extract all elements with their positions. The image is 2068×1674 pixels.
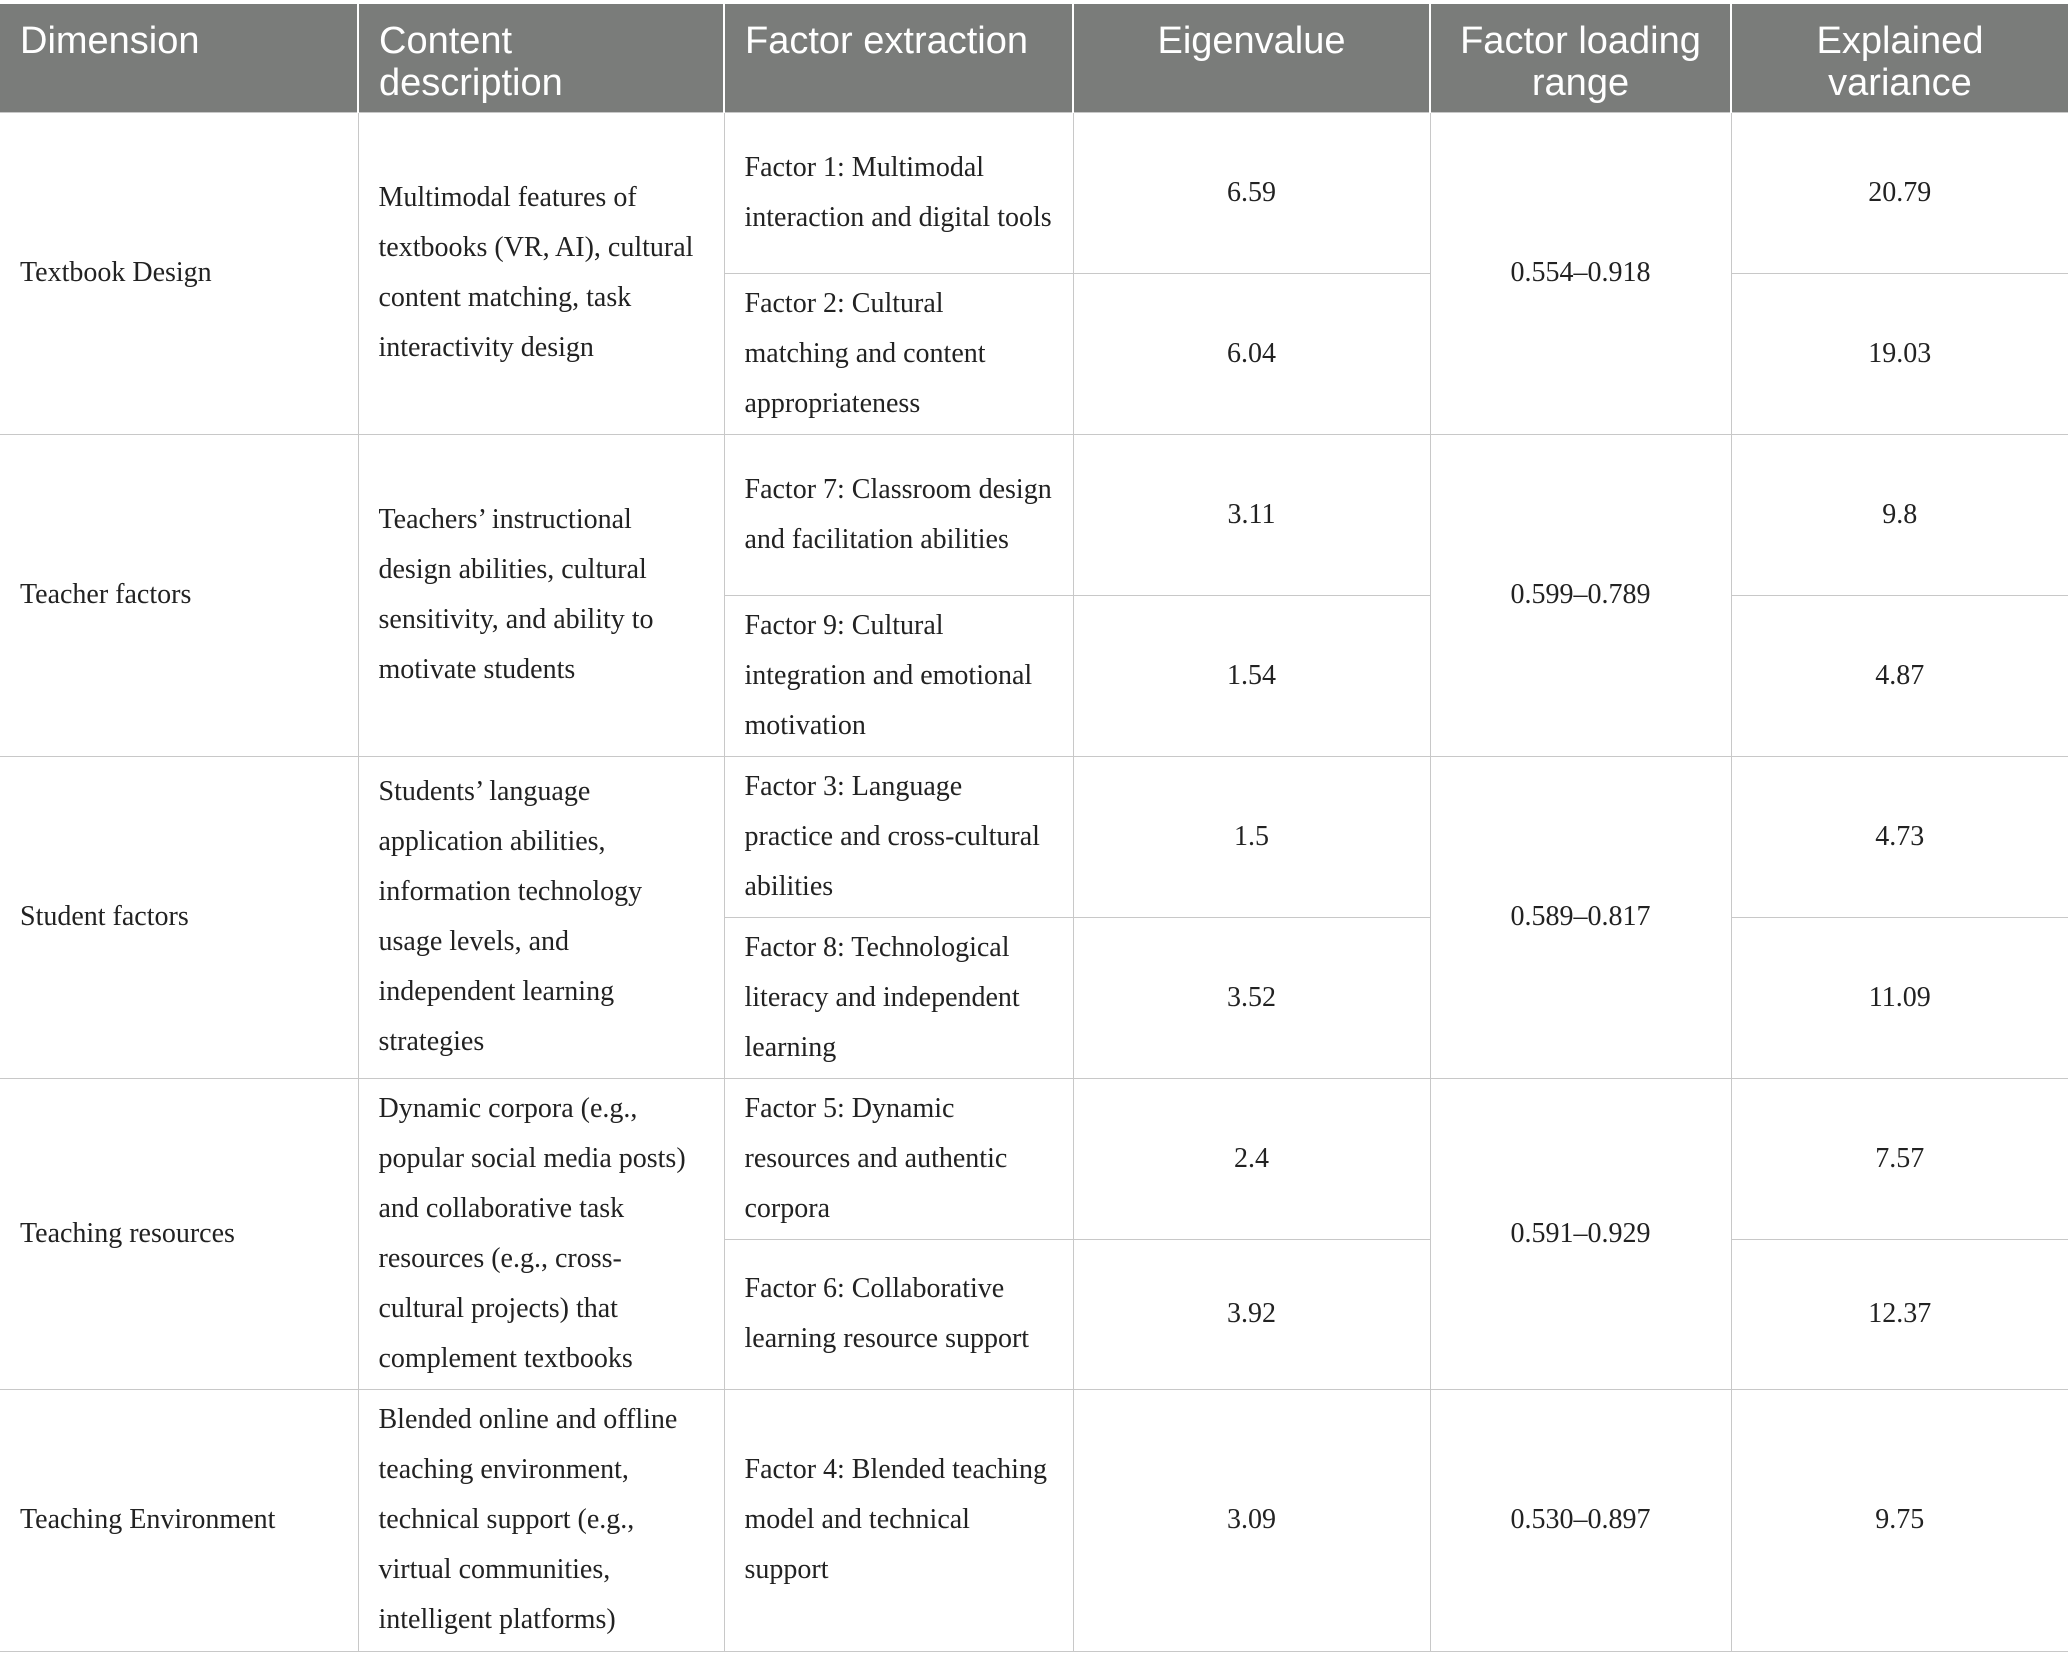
loading-range-cell: 0.554–0.918 (1430, 112, 1731, 434)
dimension-cell: Teaching Environment (0, 1389, 358, 1651)
content-description-cell: Teachers’ instructional design abilities, cultural sensitivity, and ability to motivate students (358, 434, 724, 756)
factor-cell: Factor 9: Cultural integration and emotional motivation (724, 595, 1073, 756)
eigenvalue-cell: 1.5 (1073, 756, 1430, 917)
dimension-cell: Teacher factors (0, 434, 358, 756)
factor-cell: Factor 6: Collaborative learning resource support (724, 1239, 1073, 1389)
loading-range-cell: 0.591–0.929 (1430, 1078, 1731, 1389)
variance-cell: 7.57 (1731, 1078, 2068, 1239)
header-factor-extraction: Factor extraction (724, 4, 1073, 112)
factor-cell: Factor 4: Blended teaching model and technical support (724, 1389, 1073, 1651)
variance-cell: 9.8 (1731, 434, 2068, 595)
header-dimension: Dimension (0, 4, 358, 112)
variance-cell: 19.03 (1731, 273, 2068, 434)
content-description-cell: Dynamic corpora (e.g., popular social media posts) and collaborative task resources (e.g., cross-cultural projects) that complement textbooks (358, 1078, 724, 1389)
dimension-cell: Student factors (0, 756, 358, 1078)
header-explained-variance: Explained variance (1731, 4, 2068, 112)
factor-analysis-table (0, 4, 2068, 1652)
header-content-description: Content description (358, 4, 724, 112)
table-row (0, 112, 2068, 273)
variance-cell: 9.75 (1731, 1389, 2068, 1651)
header-row (0, 4, 2068, 112)
table-row (0, 756, 2068, 917)
loading-range-cell: 0.599–0.789 (1430, 434, 1731, 756)
variance-cell: 4.73 (1731, 756, 2068, 917)
variance-cell: 12.37 (1731, 1239, 2068, 1389)
eigenvalue-cell: 2.4 (1073, 1078, 1430, 1239)
content-description-cell: Blended online and offline teaching environment, technical support (e.g., virtual communities, intelligent platforms) (358, 1389, 724, 1651)
header-factor-loading-range: Factor loading range (1430, 4, 1731, 112)
table-row (0, 1078, 2068, 1239)
eigenvalue-cell: 6.04 (1073, 273, 1430, 434)
table-row (0, 434, 2068, 595)
factor-cell: Factor 1: Multimodal interaction and digital tools (724, 112, 1073, 273)
dimension-cell: Teaching resources (0, 1078, 358, 1389)
table-row (0, 1389, 2068, 1651)
factor-cell: Factor 7: Classroom design and facilitation abilities (724, 434, 1073, 595)
factor-cell: Factor 2: Cultural matching and content appropriateness (724, 273, 1073, 434)
header-eigenvalue: Eigenvalue (1073, 4, 1430, 112)
factor-cell: Factor 5: Dynamic resources and authentic corpora (724, 1078, 1073, 1239)
dimension-cell: Textbook Design (0, 112, 358, 434)
eigenvalue-cell: 3.09 (1073, 1389, 1430, 1651)
factor-cell: Factor 8: Technological literacy and independent learning (724, 917, 1073, 1078)
eigenvalue-cell: 1.54 (1073, 595, 1430, 756)
factor-analysis-table-container (0, 4, 2068, 1652)
content-description-cell: Multimodal features of textbooks (VR, AI), cultural content matching, task interactivity design (358, 112, 724, 434)
variance-cell: 11.09 (1731, 917, 2068, 1078)
eigenvalue-cell: 6.59 (1073, 112, 1430, 273)
loading-range-cell: 0.530–0.897 (1430, 1389, 1731, 1651)
variance-cell: 4.87 (1731, 595, 2068, 756)
eigenvalue-cell: 3.11 (1073, 434, 1430, 595)
loading-range-cell: 0.589–0.817 (1430, 756, 1731, 1078)
variance-cell: 20.79 (1731, 112, 2068, 273)
eigenvalue-cell: 3.52 (1073, 917, 1430, 1078)
factor-cell: Factor 3: Language practice and cross-cultural abilities (724, 756, 1073, 917)
content-description-cell: Students’ language application abilities, information technology usage levels, and independent learning strategies (358, 756, 724, 1078)
eigenvalue-cell: 3.92 (1073, 1239, 1430, 1389)
